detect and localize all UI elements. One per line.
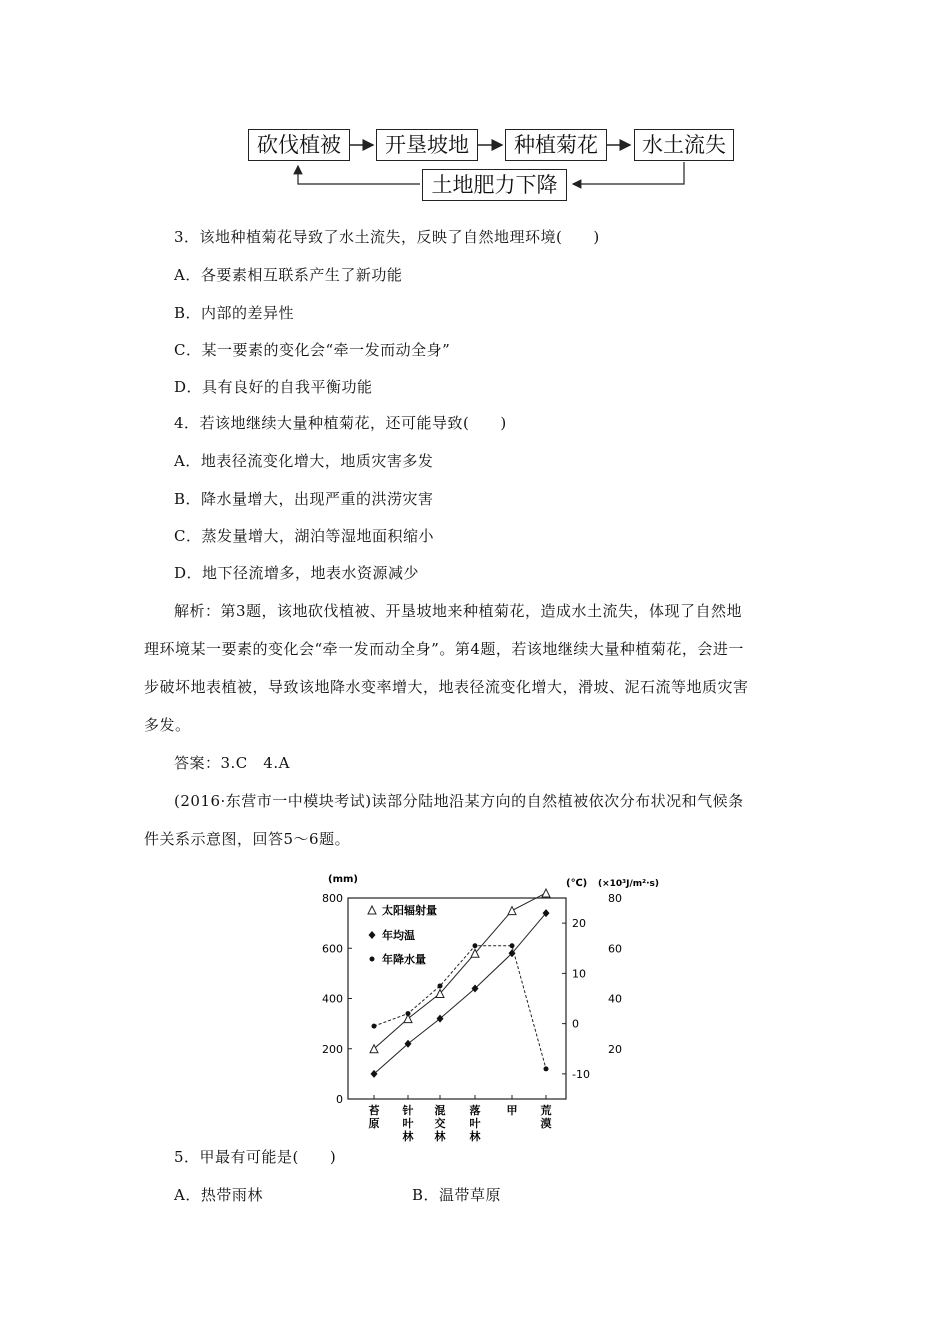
rad-axis-tick-label: 60	[608, 942, 622, 956]
x-axis-label: 漠	[540, 1117, 552, 1130]
x-axis-label: 原	[368, 1117, 380, 1130]
x-axis-label: 叶	[402, 1117, 414, 1130]
legend-precipitation-icon	[370, 957, 375, 962]
x-axis-label: 林	[469, 1130, 481, 1143]
temp-axis-tick-label: -10	[572, 1067, 590, 1081]
radiation-point	[508, 907, 516, 915]
q3-option-c: C．某一要素的变化会“牵一发而动全身”	[174, 341, 451, 359]
temp-axis-tick-label: 0	[572, 1017, 579, 1031]
q4-stem: 4．若该地继续大量种植菊花，还可能导致( )	[174, 414, 507, 432]
x-axis-label: 荒	[540, 1104, 552, 1117]
x-axis-label: 落	[469, 1104, 481, 1117]
legend-label: 太阳辐射量	[382, 904, 437, 917]
temp-axis-tick-label: 10	[572, 967, 586, 981]
q4-option-c: C．蒸发量增大，湖泊等湿地面积缩小	[174, 527, 434, 545]
analysis-line-2: 理环境某一要素的变化会“牵一发而动全身”。第4题，若该地继续大量种植菊花，会进一	[144, 640, 744, 658]
left-axis-tick-label: 200	[322, 1042, 343, 1056]
intro-line-2: 件关系示意图，回答5～6题。	[144, 830, 351, 848]
rad-axis-tick-label: 40	[608, 992, 622, 1006]
q4-option-d: D．地下径流增多，地表水资源减少	[174, 564, 420, 582]
left-axis-tick-label: 0	[336, 1093, 343, 1106]
x-axis-label: 甲	[506, 1104, 518, 1117]
q5-stem: 5．甲最有可能是( )	[174, 1148, 337, 1166]
flow-box-plant: 种植菊花	[505, 129, 607, 161]
precipitation-point	[473, 943, 478, 948]
q3-option-d: D．具有良好的自我平衡功能	[174, 378, 373, 396]
temp-axis-unit: (℃)	[566, 878, 588, 889]
q3-option-b: B．内部的差异性	[174, 304, 295, 322]
temp-axis-tick-label: 20	[572, 917, 586, 931]
rad-axis-tick-label: 20	[608, 1042, 622, 1056]
flow-box-fertility: 土地肥力下降	[422, 169, 567, 201]
q4-option-a: A．地表径流变化增大，地质灾害多发	[174, 452, 434, 470]
flow-box-deforest: 砍伐植被	[248, 129, 350, 161]
x-axis-label: 林	[402, 1130, 414, 1143]
legend-temperature-icon	[369, 931, 376, 939]
x-axis-label: 林	[434, 1130, 446, 1143]
left-axis-tick-label: 600	[322, 942, 343, 956]
rad-axis-unit: (×10³J/m²·s)	[598, 879, 659, 889]
q5-option-a: A．热带雨林	[174, 1186, 263, 1204]
flow-arrow-feedback-out	[298, 166, 420, 184]
q3-stem: 3．该地种植菊花导致了水土流失，反映了自然地理环境( )	[174, 228, 600, 246]
analysis-line-4: 多发。	[144, 716, 191, 734]
analysis-line-3: 步破坏地表植被，导致该地降水变率增大，地表径流变化增大，滑坡、泥石流等地质灾害	[144, 678, 749, 696]
temperature-point	[437, 1015, 444, 1023]
radiation-point	[542, 889, 550, 897]
left-axis-tick-label: 400	[322, 992, 343, 1006]
flow-box-erosion: 水土流失	[634, 129, 734, 161]
x-axis-label: 针	[402, 1104, 414, 1117]
x-axis-label: 叶	[469, 1117, 481, 1130]
left-axis-unit: (mm)	[328, 874, 358, 885]
x-axis-label: 苔	[368, 1104, 380, 1117]
left-axis-tick-label: 800	[322, 892, 343, 905]
flow-arrow-feedback-in	[573, 162, 684, 184]
analysis-line-1: 解析：第3题，该地砍伐植被、开垦坡地来种植菊花，造成水土流失，体现了自然地	[174, 602, 743, 620]
precipitation-point	[438, 983, 443, 988]
x-axis-label: 交	[434, 1117, 446, 1130]
intro-line-1: (2016·东营市一中模块考试)读部分陆地沿某方向的自然植被依次分布状况和气候条	[174, 792, 744, 810]
precipitation-point	[406, 1011, 411, 1016]
legend-label: 年均温	[382, 929, 415, 942]
q4-option-b: B．降水量增大，出现严重的洪涝灾害	[174, 490, 434, 508]
legend-radiation-icon	[368, 906, 376, 914]
q3-option-a: A．各要素相互联系产生了新功能	[174, 266, 403, 284]
flow-box-reclaim: 开垦坡地	[376, 129, 478, 161]
climate-vegetation-chart	[300, 868, 690, 1143]
precipitation-point	[372, 1024, 377, 1029]
x-axis-label: 混	[434, 1104, 446, 1117]
precipitation-point	[510, 943, 515, 948]
q5-option-b: B．温带草原	[412, 1186, 502, 1204]
precipitation-point	[544, 1066, 549, 1071]
answer: 答案：3.C 4.A	[174, 754, 290, 772]
rad-axis-tick-label: 80	[608, 892, 622, 905]
legend-label: 年降水量	[382, 953, 426, 966]
